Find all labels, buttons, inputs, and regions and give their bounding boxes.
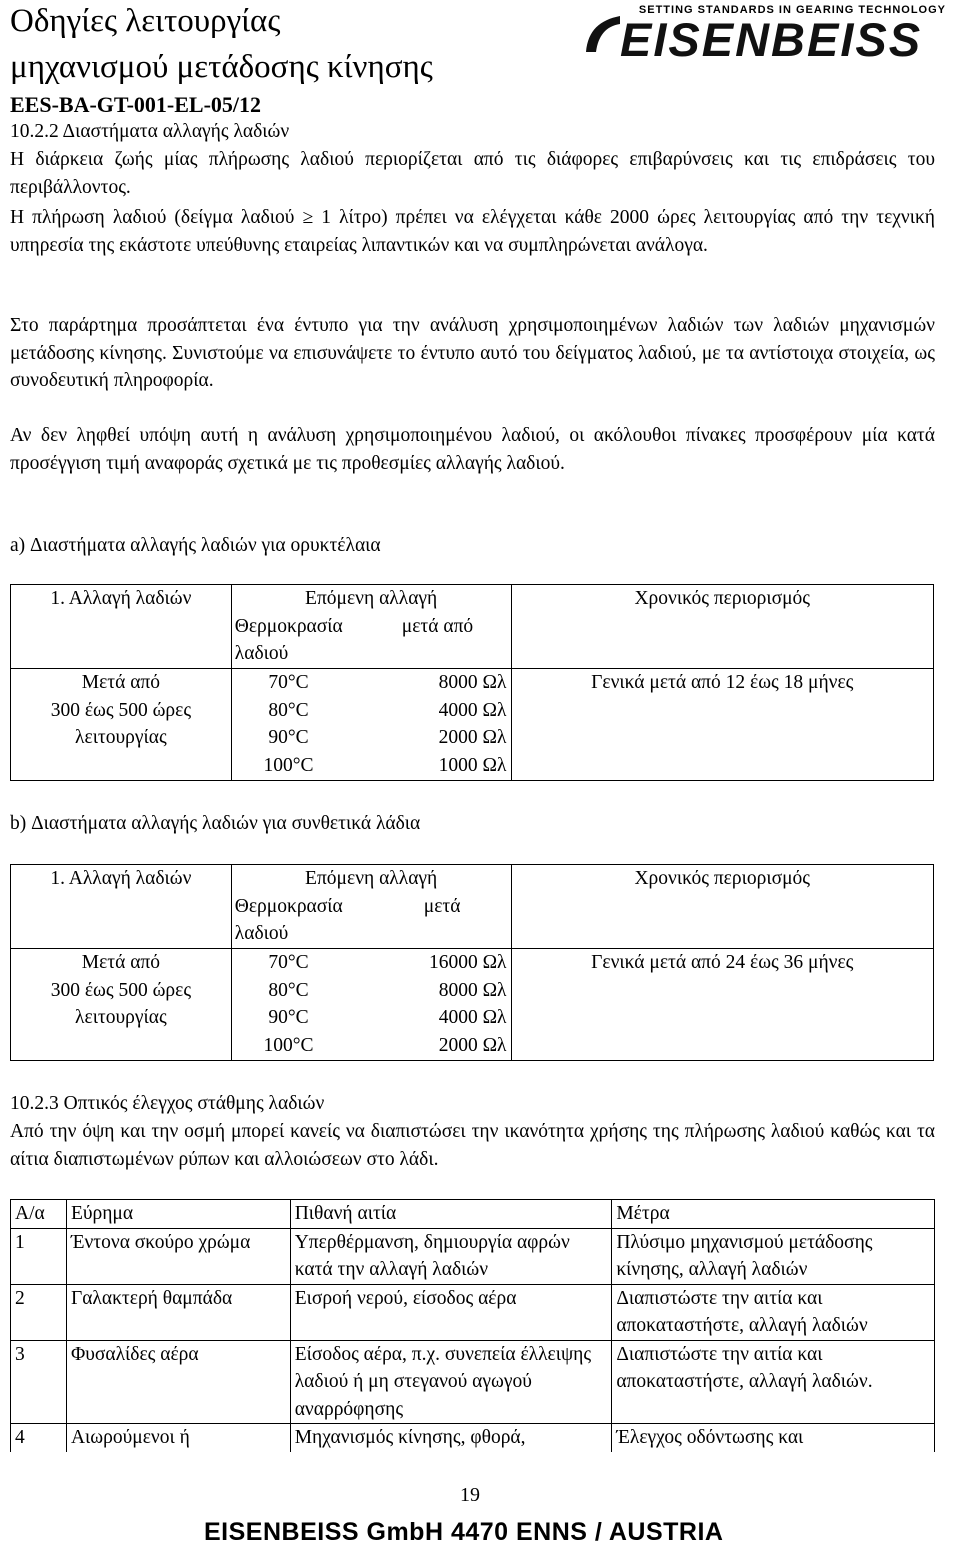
row-label-line: λειτουργίας	[75, 727, 167, 748]
row-action: Διαπιστώστε την αιτία και αποκαταστήστε, αλλαγή λαδιών.	[612, 1340, 935, 1424]
footer-company-address: EISENBEISS GmbH 4470 ENNS / AUSTRIA	[204, 1518, 724, 1546]
hours-value: 8000 Ωλ	[438, 672, 507, 693]
paragraph-appendix-form: Στο παράρτημα προσάπτεται ένα έντυπο για την ανάλυση χρησιμοποιημένων λαδιών των λαδιών μηχανισμών μετάδοσης κίνησης. Συνιστούμε να επισυνάψετε το έντυπο αυτό του δείγματος λαδιού, με τα αντίστοιχα στοιχεία, ως συνοδευτική πληροφορία.	[10, 315, 935, 391]
row-action: Έλεγχος οδόντωσης και	[612, 1424, 935, 1452]
header-finding: Εύρημα	[66, 1200, 290, 1229]
paragraph-oil-check: Η πλήρωση λαδιού (δείγμα λαδιού ≥ 1 λίτρο) πρέπει να ελέγχεται κάθε 2000 ώρες λειτουργίας από την τεχνική υπηρεσία της εκάστοτε υπεύθυνης εταιρείας λιπαντικών και να συμπληρώνεται ανάλογα.	[10, 207, 935, 256]
row-number: 1	[11, 1228, 67, 1284]
table-row	[11, 1284, 935, 1340]
page-number: 19	[460, 1484, 480, 1506]
row-cause: Υπερθέρμανση, δημιουργία αφρών κατά την αλλαγή λαδιών	[290, 1228, 612, 1284]
hours-value: 2000 Ωλ	[438, 1034, 507, 1056]
table-b-col3-header: Χρονικός περιορισμός	[511, 865, 933, 949]
document-title-line1: Οδηγίες λειτουργίας	[10, 3, 281, 39]
after-label: μετά από	[401, 615, 474, 637]
table-row	[11, 1424, 935, 1452]
row-number: 3	[11, 1340, 67, 1424]
table-a-temperatures	[231, 669, 371, 781]
header-cause: Πιθανή αιτία	[290, 1200, 612, 1229]
hours-value: 4000 Ωλ	[438, 1007, 507, 1028]
row-finding: Φυσαλίδες αέρα	[66, 1340, 290, 1424]
row-number: 4	[11, 1424, 67, 1452]
next-change-label: Επόμενη αλλαγή	[305, 868, 438, 889]
temperature-value: 80°C	[268, 979, 309, 1001]
company-logo	[582, 4, 952, 66]
paragraph-reference-values: Αν δεν ληφθεί υπόψη αυτή η ανάλυση χρησιμοποιημένου λαδιού, οι ακόλουθοι πίνακες προσφέρουν μία κατά προσέγγιση τιμή αναφοράς σχετικά με τις προθεσμίες αλλαγής λαδιού.	[10, 425, 935, 474]
table-a-time-limit: Γενικά μετά από 12 έως 18 μήνες	[511, 669, 934, 781]
document-title-line2: μηχανισμού μετάδοσης κίνησης	[10, 49, 433, 85]
hours-value: 8000 Ωλ	[438, 979, 507, 1001]
row-number: 2	[11, 1284, 67, 1340]
oil-temperature-label: Θερμοκρασία λαδιού	[234, 615, 343, 664]
table-b-time-limit: Γενικά μετά από 24 έως 36 μήνες	[511, 949, 933, 1061]
row-label-line: Μετά από	[81, 672, 161, 693]
table-a-hours	[371, 669, 511, 781]
row-label-line: 300 έως 500 ώρες	[50, 699, 192, 721]
document-code: EES-BA-GT-001-EL-05/12	[10, 92, 262, 117]
table-b-label: b) Διαστήματα αλλαγής λαδιών για συνθετικά λάδια	[10, 813, 421, 834]
row-label-line: 300 έως 500 ώρες	[50, 979, 192, 1001]
paragraph-oil-lifetime: Η διάρκεια ζωής μίας πλήρωσης λαδιού περιορίζεται από τις διάφορες επιβαρύνσεις και τις επιδράσεις του περιβάλλοντος.	[10, 149, 935, 198]
hours-value: 2000 Ωλ	[438, 727, 507, 748]
logo-wordmark: EISENBEISS	[620, 13, 923, 66]
table-a-col2-header	[231, 585, 511, 669]
header-action: Μέτρα	[612, 1200, 935, 1229]
table-row	[11, 1340, 935, 1424]
oil-visual-inspection-table	[10, 1199, 935, 1452]
temperature-value: 100°C	[263, 754, 314, 776]
temperature-value: 90°C	[268, 1007, 309, 1028]
hours-value: 4000 Ωλ	[438, 699, 507, 721]
table-a-col3-header: Χρονικός περιορισμός	[511, 585, 934, 669]
section-heading-10-2-3: 10.2.3 Οπτικός έλεγχος στάθμης λαδιών	[10, 1093, 325, 1114]
table-row	[11, 1228, 935, 1284]
table-b-col2-header	[231, 865, 511, 949]
row-cause: Είσοδος αέρα, π.χ. συνεπεία έλλειψης λαδιού ή μη στεγανού αγωγού αναρρόφησης	[290, 1340, 612, 1424]
table-header-row	[11, 1200, 935, 1229]
row-action: Διαπιστώστε την αιτία και αποκαταστήστε, αλλαγή λαδιών	[612, 1284, 935, 1340]
paragraph-visual-check: Από την όψη και την οσμή μπορεί κανείς να διαπιστώσει την ικανότητα χρήσης της πλήρωσης λαδιού καθώς και τα αίτια διαπιστωμένων ρύπων και αλλοιώσεων στο λάδι.	[10, 1121, 935, 1170]
table-b-row-label	[11, 949, 232, 1061]
temperature-value: 90°C	[268, 727, 309, 748]
hours-value: 16000 Ωλ	[428, 952, 507, 973]
mineral-oil-interval-table	[10, 584, 934, 781]
logo-swoosh-icon	[582, 12, 622, 56]
table-b-hours	[371, 949, 511, 1061]
row-label-line: λειτουργίας	[75, 1007, 167, 1028]
temperature-value: 70°C	[268, 952, 309, 973]
after-label: μετά	[423, 895, 461, 917]
next-change-label: Επόμενη αλλαγή	[305, 588, 438, 609]
header-number: Α/α	[11, 1200, 67, 1229]
row-label-line: Μετά από	[81, 952, 161, 973]
section-heading-10-2-2: 10.2.2 Διαστήματα αλλαγής λαδιών	[10, 121, 290, 142]
row-finding: Αιωρούμενοι ή	[66, 1424, 290, 1452]
row-action: Πλύσιμο μηχανισμού μετάδοσης κίνησης, αλλαγή λαδιών	[612, 1228, 935, 1284]
row-finding: Έντονα σκούρο χρώμα	[66, 1228, 290, 1284]
table-b-col1-header: 1. Αλλαγή λαδιών	[11, 865, 232, 949]
oil-temperature-label: Θερμοκρασία λαδιού	[234, 895, 343, 944]
table-a-label: a) Διαστήματα αλλαγής λαδιών για ορυκτέλαια	[10, 535, 381, 556]
table-a-row-label	[11, 669, 232, 781]
temperature-value: 80°C	[268, 699, 309, 721]
hours-value: 1000 Ωλ	[438, 754, 507, 776]
temperature-value: 100°C	[263, 1034, 314, 1056]
row-finding: Γαλακτερή θαμπάδα	[66, 1284, 290, 1340]
table-a-col1-header: 1. Αλλαγή λαδιών	[11, 585, 232, 669]
table-b-temperatures	[231, 949, 371, 1061]
temperature-value: 70°C	[268, 672, 309, 693]
row-cause: Μηχανισμός κίνησης, φθορά,	[290, 1424, 612, 1452]
row-cause: Εισροή νερού, είσοδος αέρα	[290, 1284, 612, 1340]
synthetic-oil-interval-table	[10, 864, 934, 1061]
logo-tagline: SETTING STANDARDS IN GEARING TECHNOLOGY	[638, 4, 946, 16]
